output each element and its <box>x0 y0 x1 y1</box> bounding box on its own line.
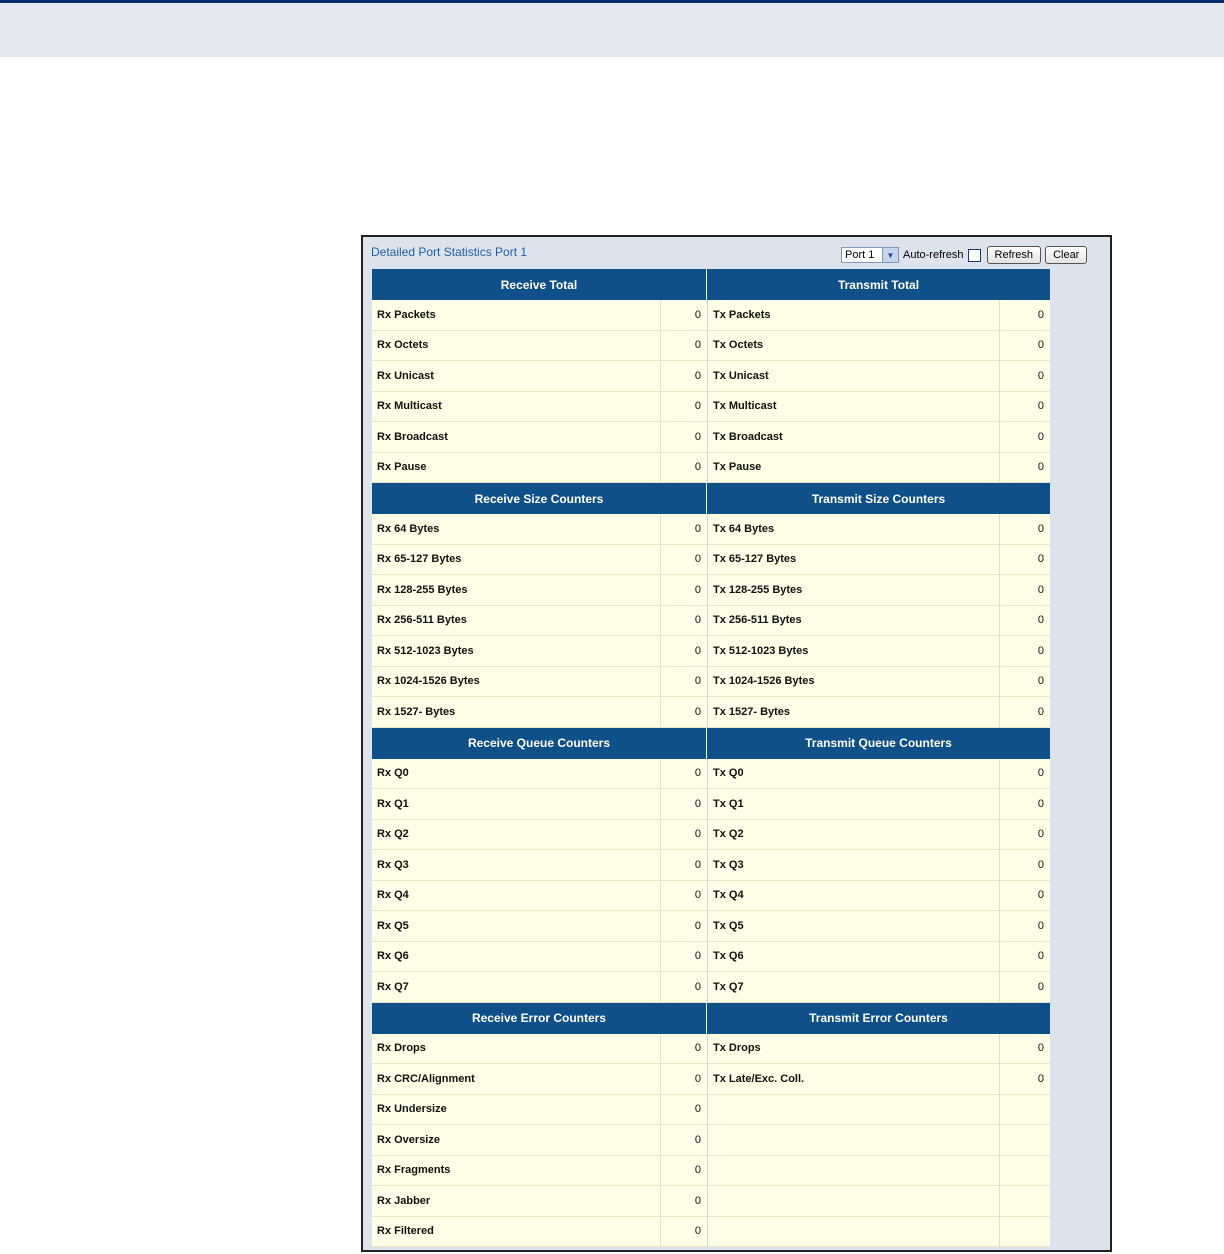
tx-counter-value: 0 <box>999 972 1050 1003</box>
rx-counter-label: Rx 65-127 Bytes <box>372 545 660 576</box>
tx-counter-label <box>707 1186 999 1217</box>
port-statistics-panel <box>361 235 1112 1252</box>
tx-counter-label: Tx Broadcast <box>707 422 999 453</box>
rx-counter-label: Rx Filtered <box>372 1217 660 1248</box>
chevron-down-icon[interactable]: ▼ <box>882 248 898 262</box>
rx-counter-value: 0 <box>660 300 707 331</box>
table-row <box>372 881 1052 912</box>
table-row <box>372 850 1052 881</box>
rx-counter-label: Rx Q2 <box>372 820 660 851</box>
table-row <box>372 759 1052 790</box>
tx-counter-label: Tx 256-511 Bytes <box>707 606 999 637</box>
table-row <box>372 1217 1052 1248</box>
rx-counter-value: 0 <box>660 1156 707 1187</box>
rx-counter-label: Rx 128-255 Bytes <box>372 575 660 606</box>
table-row <box>372 1186 1052 1217</box>
table-row <box>372 514 1052 545</box>
tx-counter-label <box>707 1217 999 1248</box>
rx-counter-value: 0 <box>660 361 707 392</box>
header-band <box>0 3 1224 57</box>
table-row <box>372 697 1052 728</box>
tx-counter-value: 0 <box>999 514 1050 545</box>
table-row <box>372 300 1052 331</box>
rx-counter-label: Rx Q1 <box>372 789 660 820</box>
receive-section-title: Receive Size Counters <box>372 483 707 514</box>
rx-counter-label: Rx CRC/Alignment <box>372 1064 660 1095</box>
tx-counter-value: 0 <box>999 606 1050 637</box>
rx-counter-label: Rx 1527- Bytes <box>372 697 660 728</box>
tx-counter-label: Tx 128-255 Bytes <box>707 575 999 606</box>
port-select[interactable] <box>841 247 899 263</box>
rx-counter-value: 0 <box>660 392 707 423</box>
rx-counter-label: Rx Octets <box>372 331 660 362</box>
rx-counter-value: 0 <box>660 331 707 362</box>
rx-counter-value: 0 <box>660 911 707 942</box>
tx-counter-label: Tx Packets <box>707 300 999 331</box>
tx-counter-label: Tx Unicast <box>707 361 999 392</box>
transmit-section-title: Transmit Size Counters <box>707 483 1050 514</box>
toolbar <box>841 245 1087 265</box>
tx-counter-value: 0 <box>999 942 1050 973</box>
tx-counter-value: 0 <box>999 850 1050 881</box>
rx-counter-value: 0 <box>660 942 707 973</box>
tx-counter-value <box>999 1156 1050 1187</box>
tx-counter-label: Tx Octets <box>707 331 999 362</box>
tx-counter-label <box>707 1156 999 1187</box>
tx-counter-label: Tx 65-127 Bytes <box>707 545 999 576</box>
rx-counter-label: Rx Oversize <box>372 1125 660 1156</box>
table-row <box>372 606 1052 637</box>
rx-counter-value: 0 <box>660 1095 707 1126</box>
rx-counter-value: 0 <box>660 1186 707 1217</box>
rx-counter-label: Rx Q7 <box>372 972 660 1003</box>
tx-counter-value <box>999 1217 1050 1248</box>
tx-counter-value: 0 <box>999 300 1050 331</box>
tx-counter-label: Tx Pause <box>707 453 999 484</box>
tx-counter-value: 0 <box>999 331 1050 362</box>
transmit-section-title: Transmit Error Counters <box>707 1003 1050 1034</box>
rx-counter-value: 0 <box>660 697 707 728</box>
tx-counter-label: Tx Q3 <box>707 850 999 881</box>
tx-counter-value: 0 <box>999 697 1050 728</box>
auto-refresh-checkbox[interactable] <box>968 249 981 262</box>
rx-counter-label: Rx 512-1023 Bytes <box>372 636 660 667</box>
tx-counter-value: 0 <box>999 453 1050 484</box>
rx-counter-value: 0 <box>660 881 707 912</box>
clear-button[interactable]: Clear <box>1045 246 1087 264</box>
tx-counter-label: Tx 1024-1526 Bytes <box>707 667 999 698</box>
table-row <box>372 545 1052 576</box>
rx-counter-value: 0 <box>660 667 707 698</box>
table-row <box>372 453 1052 484</box>
tx-counter-value: 0 <box>999 911 1050 942</box>
rx-counter-label: Rx 1024-1526 Bytes <box>372 667 660 698</box>
table-row <box>372 1156 1052 1187</box>
rx-counter-value: 0 <box>660 1034 707 1065</box>
tx-counter-value: 0 <box>999 820 1050 851</box>
tx-counter-value: 0 <box>999 545 1050 576</box>
transmit-section-title: Transmit Queue Counters <box>707 728 1050 759</box>
rx-counter-value: 0 <box>660 606 707 637</box>
rx-counter-value: 0 <box>660 759 707 790</box>
section-header <box>372 728 1052 759</box>
rx-counter-label: Rx Q5 <box>372 911 660 942</box>
tx-counter-label: Tx 512-1023 Bytes <box>707 636 999 667</box>
tx-counter-label: Tx Q7 <box>707 972 999 1003</box>
table-row <box>372 820 1052 851</box>
tx-counter-value: 0 <box>999 1034 1050 1065</box>
tx-counter-label: Tx Q5 <box>707 911 999 942</box>
tx-counter-label: Tx Q0 <box>707 759 999 790</box>
tx-counter-value: 0 <box>999 789 1050 820</box>
statistics-table <box>372 269 1052 1247</box>
rx-counter-label: Rx Q0 <box>372 759 660 790</box>
tx-counter-value: 0 <box>999 361 1050 392</box>
tx-counter-label: Tx Late/Exc. Coll. <box>707 1064 999 1095</box>
tx-counter-label: Tx Q1 <box>707 789 999 820</box>
table-row <box>372 667 1052 698</box>
tx-counter-label: Tx 1527- Bytes <box>707 697 999 728</box>
receive-section-title: Receive Error Counters <box>372 1003 707 1034</box>
transmit-section-title: Transmit Total <box>707 269 1050 300</box>
rx-counter-label: Rx Undersize <box>372 1095 660 1126</box>
rx-counter-label: Rx Pause <box>372 453 660 484</box>
table-row <box>372 361 1052 392</box>
rx-counter-label: Rx Packets <box>372 300 660 331</box>
table-row <box>372 972 1052 1003</box>
rx-counter-label: Rx 256-511 Bytes <box>372 606 660 637</box>
rx-counter-label: Rx Fragments <box>372 1156 660 1187</box>
table-row <box>372 1064 1052 1095</box>
tx-counter-value: 0 <box>999 392 1050 423</box>
rx-counter-value: 0 <box>660 575 707 606</box>
section-header <box>372 483 1052 514</box>
rx-counter-label: Rx Q3 <box>372 850 660 881</box>
rx-counter-value: 0 <box>660 636 707 667</box>
table-row <box>372 331 1052 362</box>
page-title: Detailed Port Statistics Port 1 <box>371 245 528 259</box>
tx-counter-label: Tx Multicast <box>707 392 999 423</box>
refresh-button[interactable]: Refresh <box>987 246 1042 264</box>
table-row <box>372 1125 1052 1156</box>
tx-counter-value <box>999 1095 1050 1126</box>
rx-counter-value: 0 <box>660 545 707 576</box>
tx-counter-label: Tx Q6 <box>707 942 999 973</box>
rx-counter-value: 0 <box>660 1217 707 1248</box>
table-row <box>372 789 1052 820</box>
rx-counter-value: 0 <box>660 972 707 1003</box>
tx-counter-value: 0 <box>999 667 1050 698</box>
rx-counter-value: 0 <box>660 1125 707 1156</box>
table-row <box>372 636 1052 667</box>
receive-section-title: Receive Queue Counters <box>372 728 707 759</box>
rx-counter-label: Rx Broadcast <box>372 422 660 453</box>
table-row <box>372 392 1052 423</box>
rx-counter-label: Rx Q6 <box>372 942 660 973</box>
tx-counter-label <box>707 1125 999 1156</box>
table-row <box>372 942 1052 973</box>
rx-counter-label: Rx Multicast <box>372 392 660 423</box>
tx-counter-value: 0 <box>999 1064 1050 1095</box>
tx-counter-value: 0 <box>999 759 1050 790</box>
table-row <box>372 1095 1052 1126</box>
rx-counter-value: 0 <box>660 453 707 484</box>
rx-counter-value: 0 <box>660 820 707 851</box>
rx-counter-label: Rx Q4 <box>372 881 660 912</box>
tx-counter-label: Tx Q4 <box>707 881 999 912</box>
tx-counter-value: 0 <box>999 881 1050 912</box>
rx-counter-label: Rx Unicast <box>372 361 660 392</box>
rx-counter-label: Rx 64 Bytes <box>372 514 660 545</box>
rx-counter-label: Rx Jabber <box>372 1186 660 1217</box>
tx-counter-label: Tx Drops <box>707 1034 999 1065</box>
rx-counter-label: Rx Drops <box>372 1034 660 1065</box>
port-select-value: Port 1 <box>845 249 875 261</box>
tx-counter-value: 0 <box>999 422 1050 453</box>
rx-counter-value: 0 <box>660 514 707 545</box>
section-header <box>372 269 1052 300</box>
rx-counter-value: 0 <box>660 1064 707 1095</box>
tx-counter-value <box>999 1186 1050 1217</box>
section-header <box>372 1003 1052 1034</box>
tx-counter-value <box>999 1125 1050 1156</box>
rx-counter-value: 0 <box>660 422 707 453</box>
tx-counter-value: 0 <box>999 575 1050 606</box>
rx-counter-value: 0 <box>660 850 707 881</box>
tx-counter-label: Tx 64 Bytes <box>707 514 999 545</box>
tx-counter-label <box>707 1095 999 1126</box>
tx-counter-value: 0 <box>999 636 1050 667</box>
receive-section-title: Receive Total <box>372 269 707 300</box>
table-row <box>372 911 1052 942</box>
table-row <box>372 422 1052 453</box>
table-row <box>372 1034 1052 1065</box>
tx-counter-label: Tx Q2 <box>707 820 999 851</box>
rx-counter-value: 0 <box>660 789 707 820</box>
auto-refresh-label: Auto-refresh <box>903 249 964 261</box>
table-row <box>372 575 1052 606</box>
